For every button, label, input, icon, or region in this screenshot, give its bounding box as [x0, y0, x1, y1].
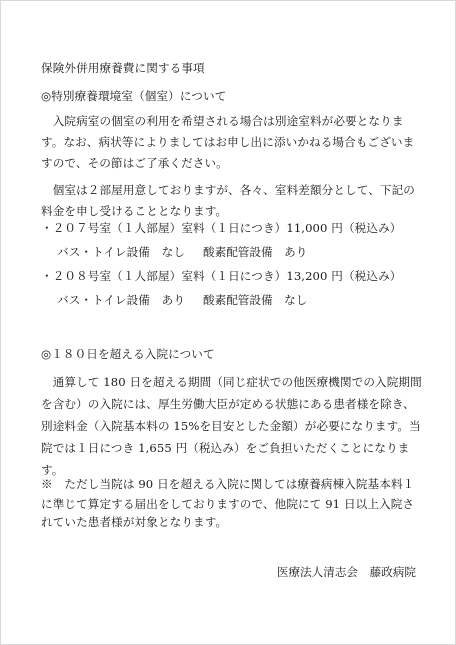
signature: 医療法人清志会 藤政病院 [276, 565, 416, 579]
long-stay-note-line: れていた患者様が対象となります。 [41, 515, 228, 529]
document-heading: 保険外併用療養費に関する事項 [41, 61, 205, 75]
room-section-title: ◎特別療養環境室（個室）について [41, 89, 227, 103]
room-207-oxygen: 酸素配管設備 あり [203, 245, 308, 259]
long-stay-note-line: に準じて算定する届出をしておりますので、他院にて 91 日以上入院さ [41, 497, 415, 511]
room-207-bath: バス・トイレ設備 なし [57, 245, 186, 259]
room-para2-line: 料金を申し受けることとなります。 [41, 204, 228, 218]
long-stay-para-line: 別途料金（入院基本料の 15%を目安とした金額）が必要になります。当 [41, 419, 421, 433]
room-para1-line: す。なお、病状等によりましてはお申し出に添いかねる場合もございま [41, 135, 415, 149]
room-para1-line: すので、その節はご了承ください。 [41, 156, 228, 170]
room-para2-line: 個室は２部屋用意しておりますが、各々、室料差額分として、下記の [41, 183, 415, 197]
long-stay-para-line: 院では１日につき 1,655 円（税込み）をご負担いただくことになりま [41, 441, 410, 455]
room-207-line: ・２０７号室（１人部屋）室料（１日につき）11,000 円（税込み） [41, 221, 402, 235]
long-stay-para-line: す。 [41, 463, 64, 477]
room-208-oxygen: 酸素配管設備 なし [203, 293, 308, 307]
long-stay-section-title: ◎１８０日を超える入院について [41, 347, 215, 361]
long-stay-note-line: ※ ただし当院は 90 日を超える入院に関しては療養病棟入院基本料１ [41, 477, 415, 491]
long-stay-para-line: を含む）の入院には、厚生労働大臣が定める状態にある患者様を除き、 [41, 397, 415, 411]
long-stay-para-line: 通算して 180 日を超える期間（同じ症状での他医療機関での入院期間 [41, 375, 422, 389]
room-208-bath: バス・トイレ設備 あり [57, 293, 186, 307]
room-208-line: ・２０８号室（１人部屋）室料（１日につき）13,200 円（税込み） [41, 269, 402, 283]
room-para1-line: 入院病室の個室の利用を希望される場合は別途室料が必要となりま [41, 114, 404, 128]
